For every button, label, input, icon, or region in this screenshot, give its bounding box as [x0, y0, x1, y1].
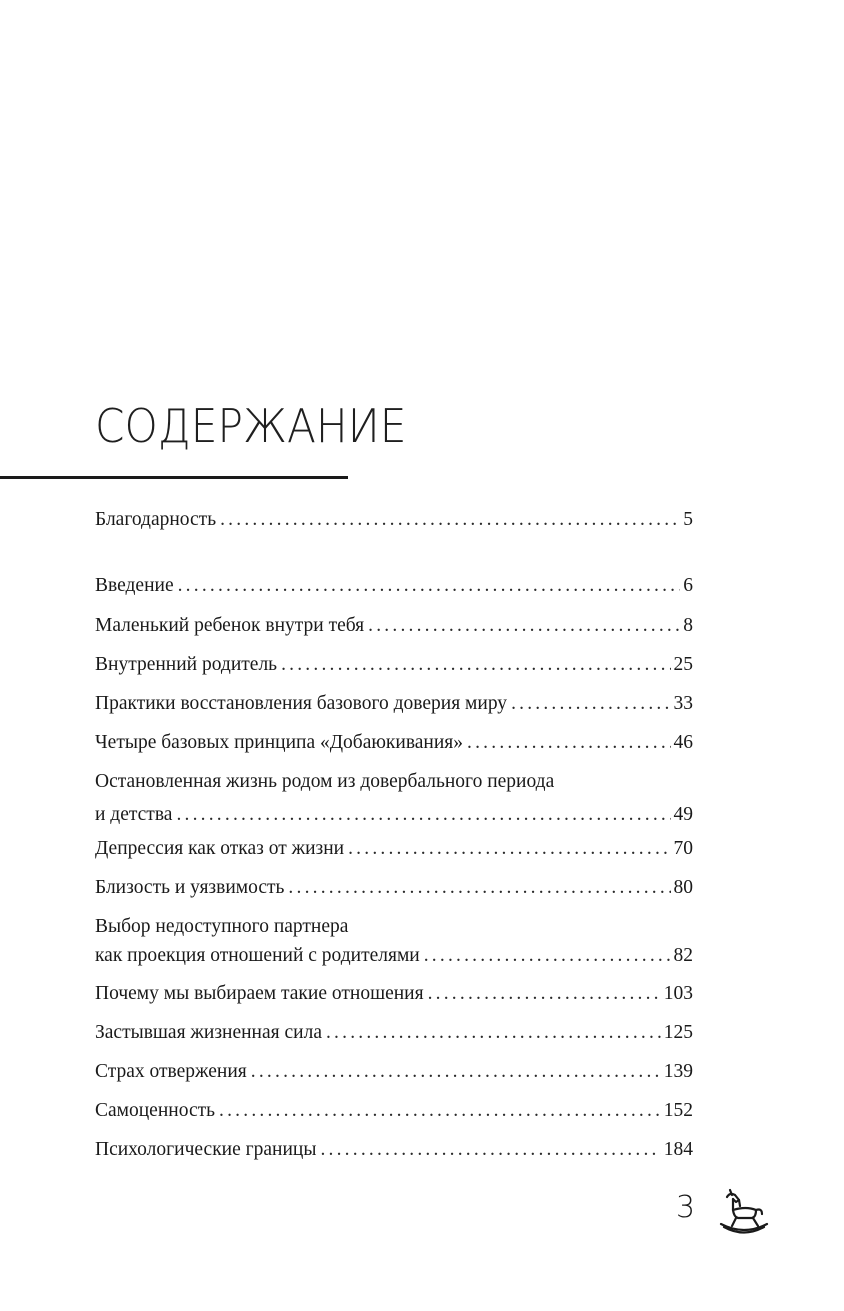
toc-leader-dots — [424, 943, 671, 969]
toc-entry-title-line1: Выбор недоступного партнера — [95, 916, 349, 937]
toc-leader-dots — [220, 507, 680, 533]
toc-leader-dots — [320, 1137, 660, 1163]
toc-entry[interactable] — [95, 507, 693, 533]
toc-entry-page: 152 — [663, 1100, 693, 1121]
toc-entry[interactable] — [95, 769, 693, 828]
toc-entry-page: 25 — [673, 654, 693, 675]
toc-entry-title: Психологические границы — [95, 1139, 317, 1160]
toc-entry[interactable] — [95, 573, 693, 599]
toc-entry-page: 125 — [663, 1022, 693, 1043]
toc-entry-title-line1: Остановленная жизнь родом из довербального периода — [95, 771, 555, 792]
toc-entry-title: Благодарность — [95, 509, 217, 530]
toc-entry-title: Маленький ребенок внутри тебя — [95, 615, 365, 636]
title-underline — [0, 476, 348, 479]
toc-entry[interactable] — [95, 613, 693, 639]
toc-entry-page: 49 — [673, 804, 693, 825]
toc-entry[interactable] — [95, 1020, 693, 1046]
toc-entry[interactable] — [95, 1059, 693, 1085]
toc-entry[interactable] — [95, 1098, 693, 1124]
toc-leader-dots — [348, 836, 670, 862]
toc-entry-page: 82 — [673, 945, 693, 966]
toc-leader-dots — [368, 613, 680, 639]
toc-entry-page: 6 — [683, 575, 693, 596]
toc-entry-page: 70 — [673, 838, 693, 859]
toc-leader-dots — [428, 981, 661, 1007]
toc-leader-dots — [219, 1098, 661, 1124]
toc-entry-title: Практики восстановления базового доверия миру — [95, 693, 508, 714]
toc-entry-title: Внутренний родитель — [95, 654, 278, 675]
toc-leader-dots — [511, 691, 670, 717]
toc-entry[interactable] — [95, 730, 693, 756]
toc-leader-dots — [467, 730, 670, 756]
toc-entry[interactable] — [95, 981, 693, 1007]
toc-entry-title: Четыре базовых принципа «Добаюкивания» — [95, 732, 464, 753]
toc-leader-dots — [281, 652, 670, 678]
toc-entry-page: 33 — [673, 693, 693, 714]
toc-entry-page: 80 — [673, 877, 693, 898]
toc-entry[interactable] — [95, 652, 693, 678]
page-number: 3 — [676, 1190, 696, 1225]
toc-leader-dots — [288, 875, 670, 901]
toc-entry[interactable] — [95, 836, 693, 862]
toc-entry-title: Депрессия как отказ от жизни — [95, 838, 345, 859]
toc-entry-title: Страх отвержения — [95, 1061, 247, 1082]
toc-entry-title: Близость и уязвимость — [95, 877, 285, 898]
toc-entry-title: Введение — [95, 575, 174, 596]
toc-entry-page: 8 — [683, 615, 693, 636]
page-title: СОДЕРЖАНИЕ — [95, 399, 407, 453]
rocking-horse-icon — [718, 1186, 770, 1238]
toc-entry-title: и детства — [95, 804, 173, 825]
toc-entry-page: 184 — [663, 1139, 693, 1160]
toc-leader-dots — [176, 802, 670, 828]
toc-entry-page: 46 — [673, 732, 693, 753]
toc-entry-page: 103 — [663, 983, 693, 1004]
toc-entry-title: как проекция отношений с родителями — [95, 945, 420, 966]
toc-entry[interactable] — [95, 914, 693, 969]
toc-entry[interactable] — [95, 875, 693, 901]
toc-leader-dots — [251, 1059, 661, 1085]
toc-entry-title: Самоценность — [95, 1100, 216, 1121]
toc-leader-dots — [326, 1020, 661, 1046]
toc-entry-title: Почему мы выбираем такие отношения — [95, 983, 424, 1004]
toc-entry[interactable] — [95, 691, 693, 717]
toc-leader-dots — [178, 573, 681, 599]
toc-entry-page: 139 — [663, 1061, 693, 1082]
toc-entry-title: Застывшая жизненная сила — [95, 1022, 322, 1043]
toc-entry-page: 5 — [683, 509, 693, 530]
toc-entry[interactable] — [95, 1137, 693, 1163]
